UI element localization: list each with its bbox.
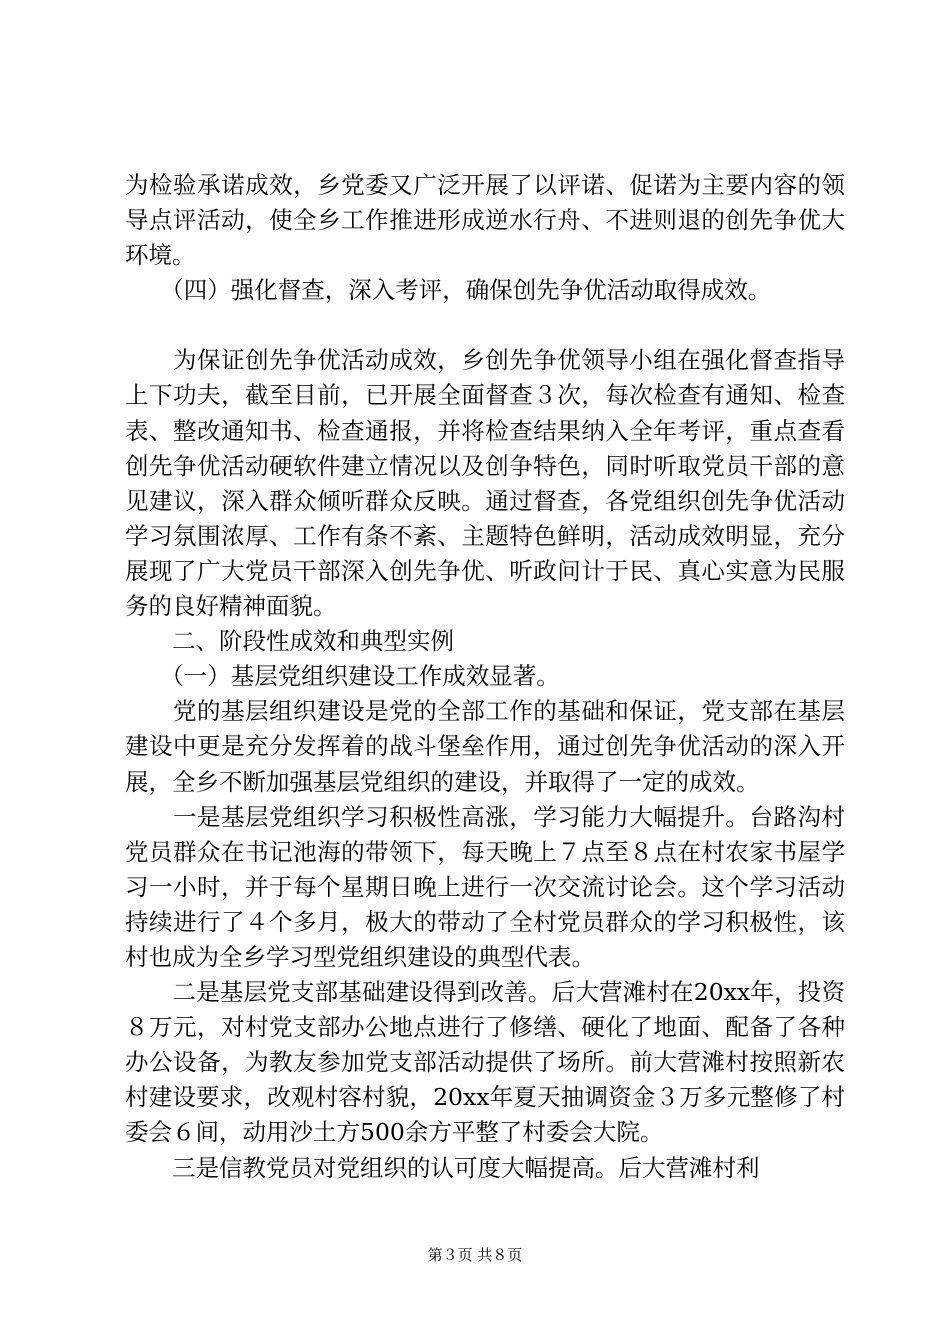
paragraph-2: 为保证创先争优活动成效，乡创先争优领导小组在强化督查指导上下功夫，截至目前，已开展全面督查３次，每次检查有通知、检查表、整改通知书、检查通报，并将检查结果纳入全年考评，重点查看创先争优活动硬软件建立情况以及创争特色，同时听取党员干部的意见建议，深入群众倾听群众反映。通过督查，各党组织创先争优活动学习氛围浓厚、工作有条不紊、主题特色鲜明，活动成效明显，充分展现了广大党员干部深入创先争优、听政问计于民、真心实意为民服务的良好精神面貌。 (125, 346, 845, 621)
paragraph-4: 一是基层党组织学习积极性高涨，学习能力大幅提升。台路沟村党员群众在书记池海的带领下，每天晚上７点至８点在村农家书屋学习一小时，并于每个星期日晚上进行一次交流讨论会。这个学习活动持续进行了４个多月，极大的带动了全村党员群众的学习积极性，该村也成为全乡学习型党组织建设的典型代表。 (125, 802, 845, 971)
section-heading-4: （四）强化督查，深入考评，确保创先争优活动取得成效。 (125, 276, 772, 305)
subsection-heading-1: （一）基层党组织建设工作成效显著。 (125, 662, 560, 691)
paragraph-1: 为检验承诺成效，乡党委又广泛开展了以评诺、促诺为主要内容的领导点评活动，使全乡工作推进形成逆水行舟、不进则退的创先争优大环境。 (125, 171, 845, 270)
paragraph-6: 三是信教党员对党组织的认可度大幅提高。后大营滩村利 (125, 1153, 760, 1182)
paragraph-5: 二是基层党支部基础建设得到改善。后大营滩村在20xx年，投资８万元，对村党支部办公地点进行了修缮、硬化了地面、配备了各种办公设备，为教友参加党支部活动提供了场所。前大营滩村按照新农村建设要求，改观村容村貌，20xx年夏天抽调资金３万多元整修了村委会６间，动用沙土方500余方平整了村委会大院。 (125, 978, 845, 1147)
document-body (125, 168, 845, 1186)
blank-line (125, 308, 845, 343)
section-heading-2: 二、阶段性成效和典型实例 (125, 627, 454, 656)
paragraph-3: 党的基层组织建设是党的全部工作的基础和保证，党支部在基层建设中更是充分发挥着的战斗堡垒作用，通过创先争优活动的深入开展，全乡不断加强基层党组织的建设，并取得了一定的成效。 (125, 697, 845, 796)
page-footer: 第３页 共８页 (427, 1246, 523, 1264)
